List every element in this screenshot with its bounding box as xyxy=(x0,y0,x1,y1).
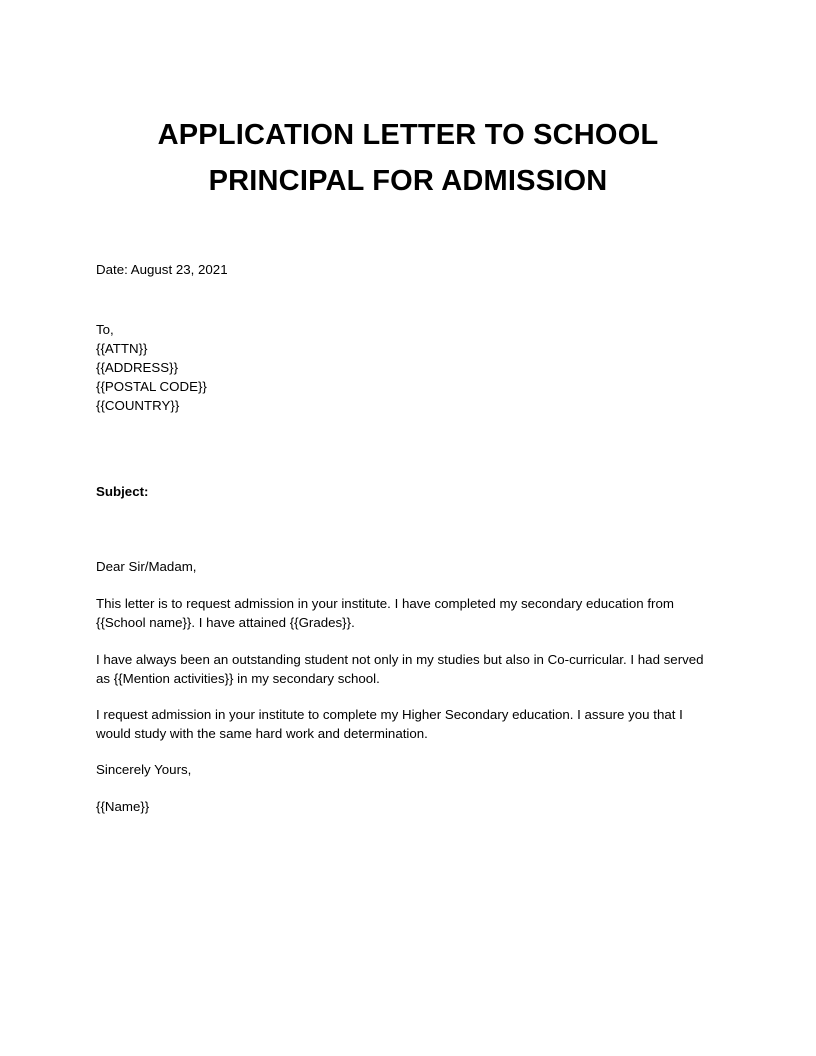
letter-title-line-1: APPLICATION LETTER TO SCHOOL xyxy=(157,119,659,151)
letter-subject: Subject: xyxy=(96,484,149,499)
letter-paragraph-1 xyxy=(96,594,720,632)
recipient-address-block xyxy=(96,320,720,415)
address-to: To, xyxy=(96,322,114,337)
letter-closing: Sincerely Yours, xyxy=(96,762,192,777)
letter-title-line-2: PRINCIPAL FOR ADMISSION xyxy=(208,165,608,197)
letter-date: Date: August 23, 2021 xyxy=(96,262,228,277)
address-attn: {{ATTN}} xyxy=(96,341,148,356)
paragraph-1-line-1: This letter is to request admission in your institute. I have completed my secondary education from xyxy=(96,596,674,611)
letter-paragraph-2 xyxy=(96,650,720,688)
letter-paragraph-3 xyxy=(96,705,720,743)
paragraph-2-line-1: I have always been an outstanding student not only in my studies but also in Co-curricular. I had served xyxy=(96,652,704,667)
paragraph-1-line-2: {{School name}}. I have attained {{Grades}}. xyxy=(96,615,355,630)
letter-title xyxy=(96,112,720,204)
paragraph-3-line-1: I request admission in your institute to complete my Higher Secondary education. I assure you that I xyxy=(96,707,683,722)
address-country: {{COUNTRY}} xyxy=(96,398,180,413)
letter-salutation: Dear Sir/Madam, xyxy=(96,559,197,574)
paragraph-2-line-2: as {{Mention activities}} in my secondary school. xyxy=(96,671,380,686)
address-postal-code: {{POSTAL CODE}} xyxy=(96,379,207,394)
address-street: {{ADDRESS}} xyxy=(96,360,179,375)
letter-signature: {{Name}} xyxy=(96,799,150,814)
paragraph-3-line-2: would study with the same hard work and determination. xyxy=(96,726,428,741)
